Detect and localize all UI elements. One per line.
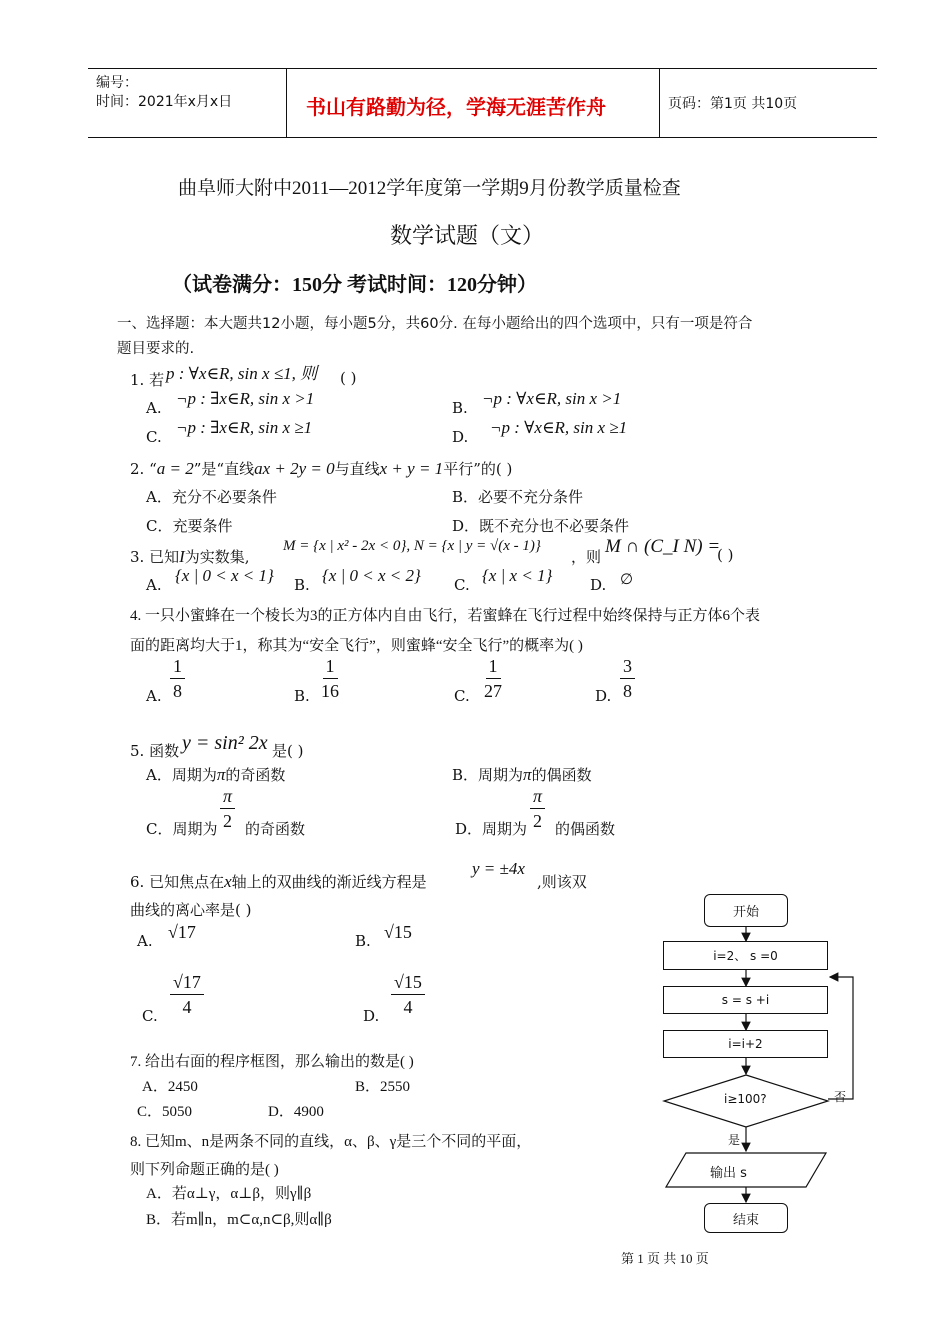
q3-option-a: {x | 0 < x < 1} (175, 566, 274, 585)
q1-option-a-label: A. (146, 399, 162, 417)
header-time-label: 时间：2021年x月x日 (96, 94, 233, 110)
q6-option-a-label: A. (137, 932, 153, 950)
q1-stem: p : ∀x∈R, sin x ≤1, 则 (166, 364, 318, 383)
q6-asymptote: y = ±4x (472, 859, 525, 878)
q1-option-c-label: C. (146, 428, 162, 446)
q5-option-a: A．周期为 (146, 766, 217, 784)
q2-option-c: C．充要条件 (146, 517, 233, 535)
exam-title: 曲阜师大附中2011—2012学年度第一学期9月份教学质量检查 (178, 178, 681, 199)
q5-text: 是( ) (272, 742, 304, 760)
q6-option-b-label: B. (355, 932, 371, 950)
q6-text: 6. 已知焦点在 (130, 873, 225, 891)
section-intro: 一、选择题：本大题共12小题，每小题5分，共60分. 在每小题给出的四个选项中，只有一项是符合 (117, 316, 753, 332)
flowchart-no-label: 否 (834, 1090, 847, 1104)
q4-stem: 面的距离均大于1，称其为“安全飞行”，则蜜蜂“安全飞行”的概率为( ) (130, 638, 583, 654)
flowchart-start: 开始 (704, 894, 788, 927)
q2-line2: x + y = 1 (379, 459, 444, 478)
flowchart-init: i=2、 s =0 (663, 941, 828, 970)
q3-option-b: {x | 0 < x < 2} (322, 566, 421, 585)
q1-option-c: ¬p : ∃x∈R, sin x ≥1 (176, 418, 313, 437)
q3-paren: ( ) (717, 546, 734, 564)
q1-paren: ( ) (340, 369, 357, 387)
q1-option-a: ¬p : ∃x∈R, sin x >1 (176, 389, 315, 408)
q3-expression: M ∩ (C_I N) = (605, 536, 721, 557)
flowchart-output: 输出 s (710, 1166, 747, 1181)
q3-text: 3. 已知 (130, 548, 180, 566)
q3-sets: M = {x | x² - 2x < 0}, N = {x | y = √(x - 1)} (283, 538, 541, 554)
q2-line1: ax + 2y = 0 (254, 459, 335, 478)
q3-option-c-label: C. (454, 576, 470, 594)
q5-text: 5. 函数 (130, 742, 180, 760)
q5-function: y = sin² 2x (182, 732, 268, 754)
header-page-label: 页码：第1页 共10页 (668, 96, 798, 112)
q1-option-d-label: D. (452, 428, 469, 446)
q3-option-c: {x | x < 1} (482, 566, 553, 585)
header-divider (659, 69, 660, 137)
q2-condition: a = 2 (156, 459, 194, 478)
q6-text: 轴上的双曲线的渐近线方程是 (231, 873, 427, 891)
q5-pi: π (523, 765, 532, 784)
q1-label: 1. 若 (130, 371, 165, 389)
q2-option-d: D．既不充分也不必要条件 (452, 517, 630, 535)
q4-option-b: $\frac{1}{16}$ (321, 656, 339, 701)
header-divider (286, 69, 287, 137)
q3-option-d-label: D. (590, 576, 607, 594)
q8-stem: 则下列命题正确的是( ) (130, 1162, 279, 1178)
q7-option-b: B．2550 (355, 1079, 411, 1095)
q5-option-d-fraction: $\frac{\pi}{2}$ (530, 784, 545, 833)
q4-stem: 4. 一只小蜜蜂在一个棱长为3的正方体内自由飞行，若蜜蜂在飞行过程中始终保持与正方体6个表 (130, 608, 761, 624)
q6-option-a: √17 (168, 922, 196, 942)
q3-option-d: ∅ (620, 572, 634, 588)
q5-option-d: D．周期为 (455, 820, 528, 838)
q5-option-c: C．周期为 (146, 820, 218, 838)
q5-option-b: B．周期为 (452, 766, 524, 784)
exam-info: （试卷满分：150分 考试时间：120分钟） (172, 274, 537, 296)
q3-text: ，则 (571, 548, 602, 566)
q5-pi: π (216, 765, 226, 784)
q8-option-a: A．若α⊥γ，α⊥β，则γ∥β (146, 1186, 312, 1202)
q6-axis: x (224, 872, 232, 891)
q2-option-b: B．必要不充分条件 (452, 488, 584, 506)
q7-option-c: C．5050 (137, 1104, 193, 1120)
flowchart-end: 结束 (704, 1203, 788, 1233)
section-intro: 题目要求的. (117, 341, 195, 357)
q5-option-c-fraction: $\frac{\pi}{2}$ (220, 784, 235, 833)
q6-text: ,则该双 (537, 873, 587, 891)
q4-option-b-label: B. (294, 687, 310, 705)
header-motto: 书山有路勤为径，学海无涯苦作舟 (306, 95, 606, 119)
q5-option-a: 的奇函数 (225, 766, 286, 784)
q6-option-d-label: D. (363, 1007, 380, 1025)
q1-option-b: ¬p : ∀x∈R, sin x >1 (482, 389, 622, 408)
q3-set-i: I (179, 547, 185, 566)
q6-option-c: $\frac{√17}{4}$ (170, 970, 204, 1019)
q8-option-b: B．若m∥n，m⊂α,n⊂β,则α∥β (146, 1212, 332, 1228)
q4-option-a-label: A. (146, 687, 162, 705)
q4-option-d: $\frac{3}{8}$ (620, 654, 635, 703)
q6-option-d: $\frac{√15}{4}$ (391, 970, 425, 1019)
flowchart-increment: i=i+2 (663, 1030, 828, 1058)
q3-option-a-label: A. (146, 576, 162, 594)
flowchart-sum: s = s +i (663, 986, 828, 1014)
q4-option-c-label: C. (454, 687, 470, 705)
q7-option-d: D．4900 (268, 1104, 324, 1120)
q1-option-b-label: B. (452, 399, 468, 417)
page-footer: 第 1 页 共 10 页 (621, 1251, 709, 1266)
flowchart-yes-label: 是 (728, 1133, 741, 1147)
q5-option-d: 的偶函数 (555, 820, 616, 838)
header-table (88, 68, 877, 138)
q6-option-b: √15 (384, 922, 412, 942)
q5-option-c: 的奇函数 (245, 820, 306, 838)
q3-option-b-label: B. (294, 576, 310, 594)
q3-text: 为实数集, (184, 548, 250, 566)
q4-option-d-label: D. (595, 687, 612, 705)
flowchart-condition: i≥100? (724, 1092, 767, 1106)
q4-option-c: $\frac{1}{27}$ (484, 656, 502, 701)
exam-subject: 数学试题（文） (390, 223, 545, 248)
q2-text: 2. “ (130, 460, 157, 478)
q2-option-a: A．充分不必要条件 (146, 488, 277, 506)
q6-text: 曲线的离心率是( ) (130, 901, 252, 919)
q7-option-a: A．2450 (142, 1079, 198, 1095)
q6-option-c-label: C. (142, 1007, 158, 1025)
q7-stem: 7. 给出右面的程序框图，那么输出的数是( ) (130, 1054, 414, 1070)
q2-text: ”是“直线 (193, 460, 255, 478)
header-id-label: 编号： (96, 75, 138, 91)
q1-option-d: ¬p : ∀x∈R, sin x ≥1 (490, 418, 628, 437)
q8-stem: 8. 已知m、n是两条不同的直线，α、β、γ是三个不同的平面， (130, 1134, 532, 1150)
q2-text: 平行”的( ) (443, 460, 513, 478)
q5-option-b: 的偶函数 (531, 766, 592, 784)
flowchart-lines (650, 885, 860, 1245)
q4-option-a: $\frac{1}{8}$ (170, 654, 185, 703)
q2-text: 与直线 (334, 460, 380, 478)
